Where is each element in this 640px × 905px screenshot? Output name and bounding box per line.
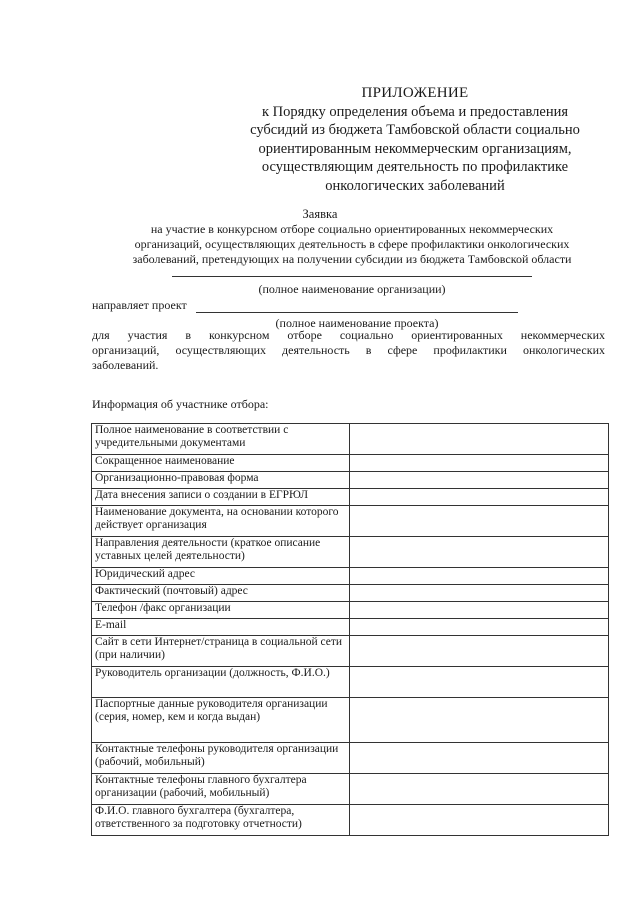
appendix-header	[215, 84, 615, 196]
table-row	[92, 636, 609, 667]
row-label: Дата внесения записи о создании в ЕГРЮЛ	[92, 489, 350, 506]
organization-caption: (полное наименование организации)	[258, 282, 446, 296]
appendix-line: к Порядку определения объема и предоставления	[261, 103, 569, 120]
row-label: Наименование документа, на основании которого действует организация	[92, 506, 350, 537]
row-value[interactable]	[350, 585, 609, 602]
row-value[interactable]	[350, 774, 609, 805]
row-label: E-mail	[92, 619, 350, 636]
row-label: Юридический адрес	[92, 568, 350, 585]
table-row	[92, 774, 609, 805]
row-value[interactable]	[350, 636, 609, 667]
application-line: организаций, осуществляющих деятельность в сфере профилактики онкологических	[134, 237, 570, 252]
table-row	[92, 489, 609, 506]
table-row	[92, 585, 609, 602]
row-label: Телефон /факс организации	[92, 602, 350, 619]
row-label: Фактический (почтовый) адрес	[92, 585, 350, 602]
application-description	[92, 222, 612, 268]
table-row	[92, 537, 609, 568]
row-value[interactable]	[350, 743, 609, 774]
row-value[interactable]	[350, 619, 609, 636]
table-row	[92, 698, 609, 743]
project-label: направляет проект	[92, 298, 187, 312]
row-label: Контактные телефоны главного бухгалтера организации (рабочий, мобильный)	[92, 774, 350, 805]
table-row	[92, 805, 609, 836]
appendix-line: онкологических заболеваний	[325, 177, 505, 194]
table-row	[92, 455, 609, 472]
row-label: Организационно-правовая форма	[92, 472, 350, 489]
row-value[interactable]	[350, 667, 609, 698]
row-label: Ф.И.О. главного бухгалтера (бухгалтера, ответственного за подготовку отчетности)	[92, 805, 350, 836]
row-value[interactable]	[350, 805, 609, 836]
application-line: на участие в конкурсном отборе социально ориентированных некоммерческих	[150, 222, 554, 236]
row-value[interactable]	[350, 602, 609, 619]
purpose-line: заболеваний.	[92, 358, 159, 373]
row-label: Сайт в сети Интернет/страница в социальной сети (при наличии)	[92, 636, 350, 667]
purpose-paragraph	[92, 328, 605, 374]
table-row	[92, 743, 609, 774]
row-value[interactable]	[350, 455, 609, 472]
appendix-title: ПРИЛОЖЕНИЕ	[361, 85, 469, 101]
project-caption: (полное наименование проекта)	[275, 316, 439, 330]
row-label: Контактные телефоны руководителя организации (рабочий, мобильный)	[92, 743, 350, 774]
appendix-line: ориентированным некоммерческим организациям,	[258, 140, 572, 157]
purpose-line: для участия в конкурсном отборе социально ориентированных некоммерческих	[92, 328, 605, 342]
row-label: Полное наименование в соответствии с учредительными документами	[92, 424, 350, 455]
organization-name-line[interactable]	[172, 276, 532, 277]
row-label: Сокращенное наименование	[92, 455, 350, 472]
project-name-line[interactable]	[196, 312, 518, 313]
appendix-line: осуществляющим деятельность по профилактике	[261, 159, 569, 176]
table-row	[92, 424, 609, 455]
row-value[interactable]	[350, 489, 609, 506]
participant-info-table	[91, 423, 609, 836]
info-heading: Информация об участнике отбора:	[92, 397, 269, 411]
row-value[interactable]	[350, 506, 609, 537]
appendix-line: субсидий из бюджета Тамбовской области социально	[250, 122, 580, 139]
table-row	[92, 619, 609, 636]
row-value[interactable]	[350, 537, 609, 568]
row-label: Направления деятельности (краткое описание уставных целей деятельности)	[92, 537, 350, 568]
row-value[interactable]	[350, 698, 609, 743]
row-label: Руководитель организации (должность, Ф.И.О.)	[92, 667, 350, 698]
table-row	[92, 472, 609, 489]
application-line: заболеваний, претендующих на получении субсидии из бюджета Тамбовской области	[132, 252, 572, 267]
table-row	[92, 602, 609, 619]
row-value[interactable]	[350, 472, 609, 489]
table-row	[92, 506, 609, 537]
row-value[interactable]	[350, 424, 609, 455]
table-row	[92, 667, 609, 698]
row-label: Паспортные данные руководителя организации (серия, номер, кем и когда выдан)	[92, 698, 350, 743]
application-title: Заявка	[302, 207, 338, 221]
table-row	[92, 568, 609, 585]
row-value[interactable]	[350, 568, 609, 585]
purpose-line: организаций, осуществляющих деятельность в сфере профилактики онкологических	[92, 343, 605, 358]
